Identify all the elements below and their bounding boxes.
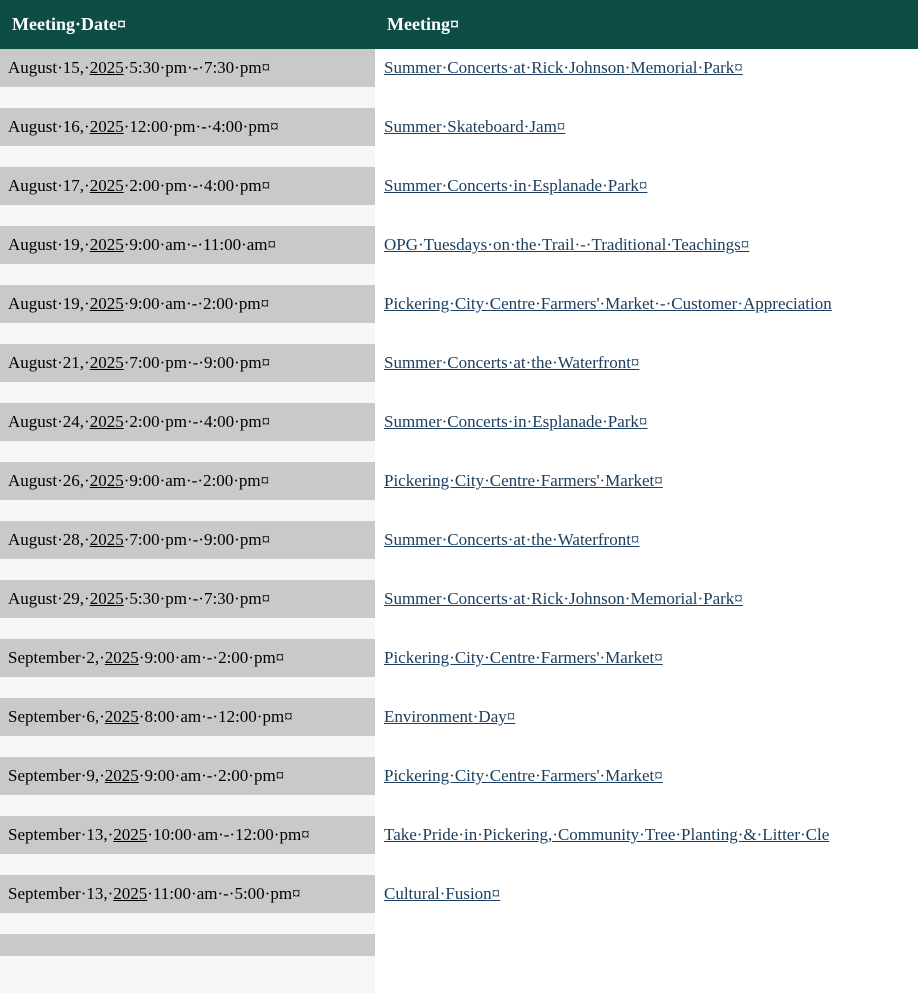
column-header-meeting: Meeting¤ xyxy=(375,0,918,49)
table-row xyxy=(0,285,918,344)
table-row xyxy=(0,757,918,816)
empty-cell xyxy=(0,934,375,956)
meeting-title-link[interactable]: Summer·Concerts·in·Esplanade·Park¤ xyxy=(384,412,648,431)
meeting-title-cell-empty xyxy=(375,934,918,993)
meeting-date-cell xyxy=(0,167,375,226)
meeting-title-link[interactable]: Summer·Concerts·at·the·Waterfront¤ xyxy=(384,530,640,549)
table-row xyxy=(0,49,918,108)
table-row xyxy=(0,167,918,226)
meeting-title-link[interactable]: Summer·Concerts·in·Esplanade·Park¤ xyxy=(384,176,648,195)
meeting-title-cell[interactable] xyxy=(375,167,918,226)
meeting-date-text: September·6,·2025·8:00·am·-·12:00·pm¤ xyxy=(0,698,375,736)
meeting-date-cell-empty xyxy=(0,934,375,993)
meeting-title-link[interactable]: OPG·Tuesdays·on·the·Trail·-·Traditional·Teachings¤ xyxy=(384,235,750,254)
table-row xyxy=(0,521,918,580)
meeting-title-link[interactable]: Take·Pride·in·Pickering,·Community·Tree·Planting·&·Litter·Cle xyxy=(384,825,830,844)
meeting-title-cell[interactable] xyxy=(375,580,918,639)
meeting-date-cell xyxy=(0,285,375,344)
meeting-title-link[interactable]: Cultural·Fusion¤ xyxy=(384,884,501,903)
meeting-title-cell[interactable] xyxy=(375,108,918,167)
meeting-date-cell xyxy=(0,49,375,108)
table-row xyxy=(0,698,918,757)
meeting-date-text: August·28,·2025·7:00·pm·-·9:00·pm¤ xyxy=(0,521,375,559)
table-header-row xyxy=(0,0,918,49)
meeting-date-cell xyxy=(0,226,375,285)
meeting-title-link[interactable]: Summer·Concerts·at·Rick·Johnson·Memorial·Park¤ xyxy=(384,58,743,77)
meeting-date-text: August·19,·2025·9:00·am·-·11:00·am¤ xyxy=(0,226,375,264)
meeting-date-cell xyxy=(0,108,375,167)
meeting-date-cell xyxy=(0,816,375,875)
meeting-title-link[interactable]: Pickering·City·Centre·Farmers'·Market¤ xyxy=(384,766,663,785)
table-body xyxy=(0,49,918,993)
table-header xyxy=(0,0,918,49)
table-row xyxy=(0,639,918,698)
meeting-date-text: August·24,·2025·2:00·pm·-·4:00·pm¤ xyxy=(0,403,375,441)
table-row xyxy=(0,816,918,875)
meeting-date-cell xyxy=(0,403,375,462)
meeting-title-link[interactable]: Pickering·City·Centre·Farmers'·Market¤ xyxy=(384,648,663,667)
meeting-date-text: September·9,·2025·9:00·am·-·2:00·pm¤ xyxy=(0,757,375,795)
meeting-title-cell[interactable] xyxy=(375,875,918,934)
meeting-date-text: August·26,·2025·9:00·am·-·2:00·pm¤ xyxy=(0,462,375,500)
table-row xyxy=(0,226,918,285)
meeting-date-cell xyxy=(0,875,375,934)
meeting-title-cell[interactable] xyxy=(375,403,918,462)
table-row xyxy=(0,108,918,167)
table-row xyxy=(0,344,918,403)
meeting-title-cell[interactable] xyxy=(375,757,918,816)
meeting-title-cell[interactable] xyxy=(375,698,918,757)
meeting-title-link[interactable]: Summer·Concerts·at·Rick·Johnson·Memorial·Park¤ xyxy=(384,589,743,608)
table-row-spacer xyxy=(0,934,918,993)
meeting-date-cell xyxy=(0,580,375,639)
meeting-title-cell[interactable] xyxy=(375,521,918,580)
meeting-date-cell xyxy=(0,757,375,816)
table-row xyxy=(0,462,918,521)
meeting-date-cell xyxy=(0,639,375,698)
meeting-title-cell[interactable] xyxy=(375,344,918,403)
meeting-title-link[interactable]: Pickering·City·Centre·Farmers'·Market¤ xyxy=(384,471,663,490)
table-row xyxy=(0,875,918,934)
meeting-title-link[interactable]: Pickering·City·Centre·Farmers'·Market·-·Customer·Appreciation xyxy=(384,294,832,313)
meeting-title-link[interactable]: Summer·Skateboard·Jam¤ xyxy=(384,117,566,136)
meeting-date-text: September·2,·2025·9:00·am·-·2:00·pm¤ xyxy=(0,639,375,677)
meeting-title-link[interactable]: Summer·Concerts·at·the·Waterfront¤ xyxy=(384,353,640,372)
meeting-title-cell[interactable] xyxy=(375,226,918,285)
meeting-date-text: September·13,·2025·11:00·am·-·5:00·pm¤ xyxy=(0,875,375,913)
meeting-date-cell xyxy=(0,521,375,580)
meeting-title-cell[interactable] xyxy=(375,639,918,698)
column-header-meeting-date: Meeting·Date¤ xyxy=(0,0,375,49)
meeting-date-text: August·29,·2025·5:30·pm·-·7:30·pm¤ xyxy=(0,580,375,618)
meeting-date-cell xyxy=(0,462,375,521)
meeting-date-text: August·17,·2025·2:00·pm·-·4:00·pm¤ xyxy=(0,167,375,205)
meeting-title-cell[interactable] xyxy=(375,462,918,521)
empty-cell xyxy=(375,934,918,956)
table-row xyxy=(0,403,918,462)
meeting-date-text: August·19,·2025·9:00·am·-·2:00·pm¤ xyxy=(0,285,375,323)
meeting-title-cell[interactable] xyxy=(375,816,918,875)
meeting-date-cell xyxy=(0,698,375,757)
meeting-date-text: September·13,·2025·10:00·am·-·12:00·pm¤ xyxy=(0,816,375,854)
meeting-date-text: August·21,·2025·7:00·pm·-·9:00·pm¤ xyxy=(0,344,375,382)
meeting-title-cell[interactable] xyxy=(375,49,918,108)
meeting-date-cell xyxy=(0,344,375,403)
table-row xyxy=(0,580,918,639)
meeting-title-cell[interactable] xyxy=(375,285,918,344)
meeting-date-text: August·16,·2025·12:00·pm·-·4:00·pm¤ xyxy=(0,108,375,146)
meeting-title-link[interactable]: Environment·Day¤ xyxy=(384,707,516,726)
meeting-date-text: August·15,·2025·5:30·pm·-·7:30·pm¤ xyxy=(0,49,375,87)
